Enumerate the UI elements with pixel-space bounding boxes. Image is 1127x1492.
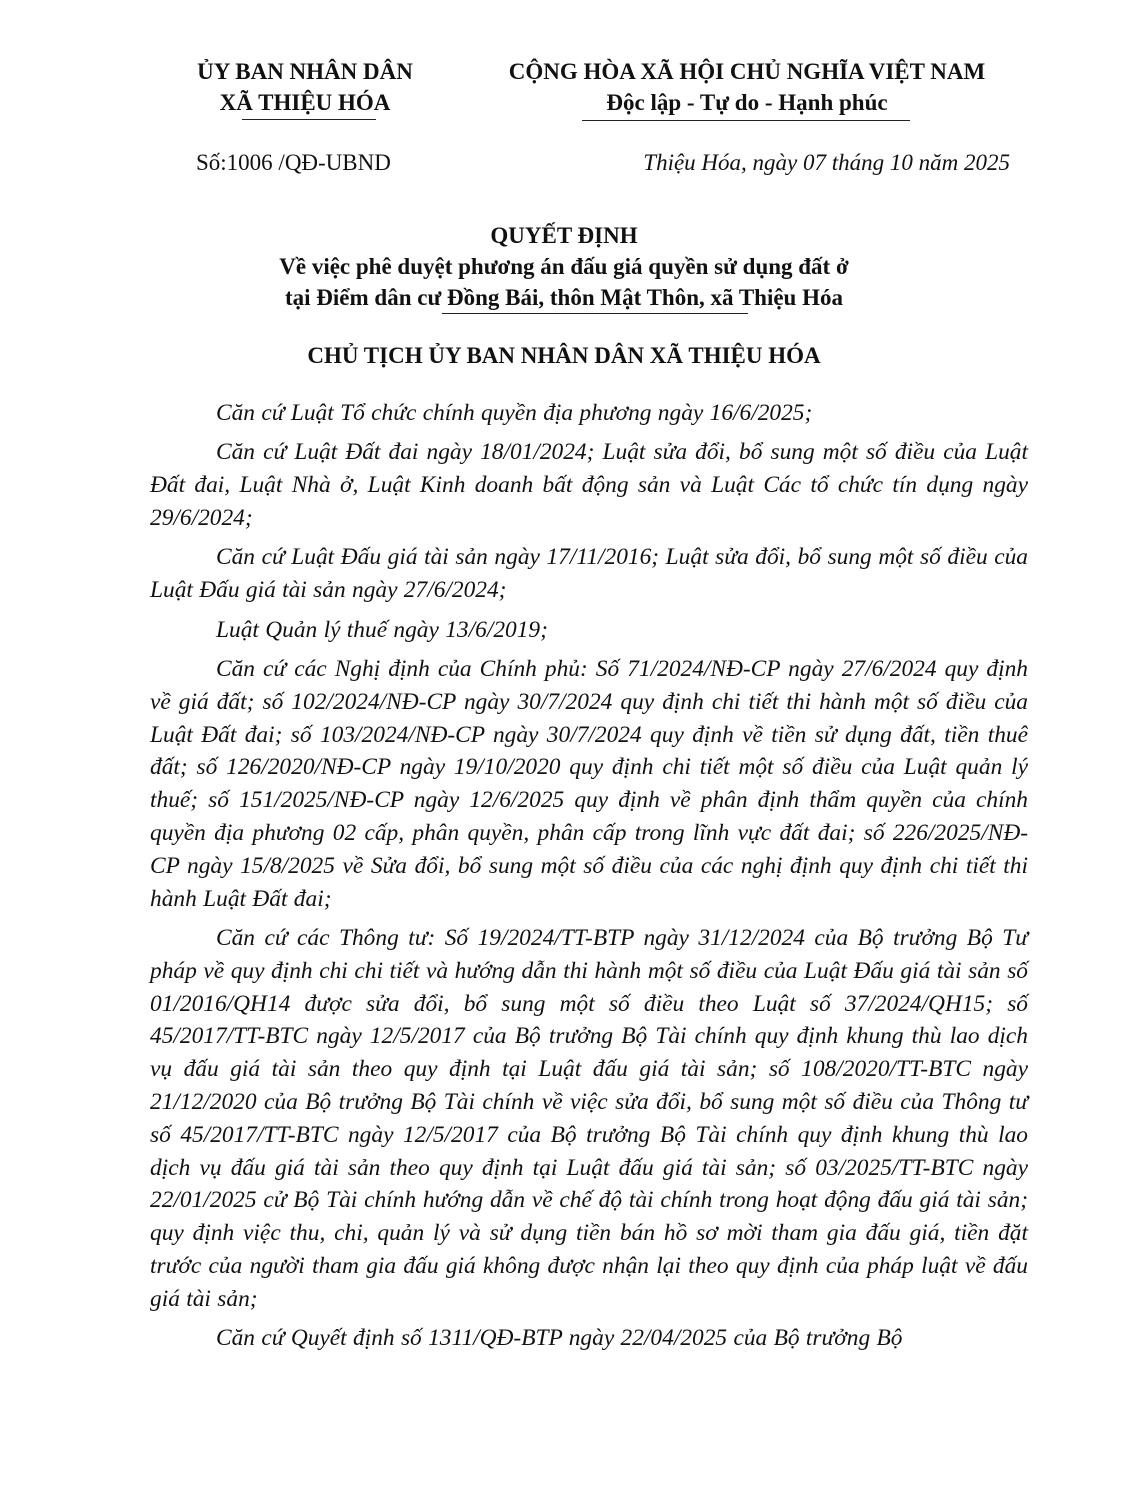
legal-basis-paragraph: Căn cứ các Nghị định của Chính phủ: Số 71/2024/NĐ-CP ngày 27/6/2024 quy định về giá đất; số 102/2024/NĐ-CP ngày 30/7/2024 quy định chi tiết thi hành một số điều của Luật Đất đai; số 103/2024/NĐ-CP ngày 30/7/2024 quy định về tiền sử dụng đất, tiền thuê đất; số 126/2020/NĐ-CP ngày 19/10/2020 quy định chi tiết một số điều của Luật quản lý thuế; số 151/2025/NĐ-CP ngày 12/6/2025 quy định về phân định thẩm quyền của chính quyền địa phương 02 cấp, phân quyền, phân cấp trong lĩnh vực đất đai; số 226/2025/NĐ-CP ngày 15/8/2025 về Sửa đổi, bổ sung một số điều của các nghị định quy định chi tiết thi hành Luật Đất đai; <box>150 655 1028 912</box>
decision-subject-line-2: tại Điểm dân cư Đồng Bái, thôn Mật Thôn, xã Thiệu Hóa <box>284 285 843 310</box>
legal-basis-paragraph: Căn cứ Luật Đất đai ngày 18/01/2024; Luật sửa đổi, bổ sung một số điều của Luật Đất đai, Luật Nhà ở, Luật Kinh doanh bất động sản và Luật Các tổ chức tín dụng ngày 29/6/2024; <box>150 439 1028 531</box>
motto-underline <box>582 120 910 121</box>
legal-basis-paragraph: Căn cứ Luật Tổ chức chính quyền địa phương ngày 16/6/2025; <box>216 400 813 426</box>
decision-subject-line-1: Về việc phê duyệt phương án đấu giá quyền sử dụng đất ở <box>279 254 849 279</box>
legal-basis-paragraph: Luật Quản lý thuế ngày 13/6/2019; <box>216 616 548 643</box>
legal-basis-paragraph: Căn cứ Quyết định số 1311/QĐ-BTP ngày 22/04/2025 của Bộ trưởng Bộ <box>216 1325 903 1352</box>
agency-underline <box>242 119 376 120</box>
national-motto-header <box>462 56 1032 118</box>
legal-bases <box>150 397 1028 1355</box>
document-number: Số:1006 /QĐ-UBND <box>196 150 391 175</box>
subject-underline <box>442 313 748 314</box>
decision-title-block <box>100 220 1028 313</box>
national-motto: Độc lập - Tự do - Hạnh phúc <box>606 90 888 115</box>
decision-title: QUYẾT ĐỊNH <box>490 223 638 248</box>
nation-name: CỘNG HÒA XÃ HỘI CHỦ NGHĨA VIỆT NAM <box>508 59 986 84</box>
agency-line-2: XÃ THIỆU HÓA <box>219 90 391 115</box>
issuer-heading: CHỦ TỊCH ỦY BAN NHÂN DÂN XÃ THIỆU HÓA <box>307 343 821 368</box>
issuing-agency-header <box>150 56 460 118</box>
agency-line-1: ỦY BAN NHÂN DÂN <box>197 59 413 84</box>
legal-basis-paragraph: Căn cứ Luật Đấu giá tài sản ngày 17/11/2016; Luật sửa đổi, bổ sung một số điều của Luật Đấu giá tài sản ngày 27/6/2024; <box>150 544 1028 604</box>
legal-basis-paragraph: Căn cứ các Thông tư: Số 19/2024/TT-BTP ngày 31/12/2024 của Bộ trưởng Bộ Tư pháp về quy định chi chi tiết và hướng dẫn thi hành một số điều của Luật Đấu giá tài sản số 01/2016/QH14 được sửa đổi, bổ sung một số điều theo Luật số 37/2024/QH15; số 45/2017/TT-BTC ngày 12/5/2017 của Bộ trưởng Bộ Tài chính quy định khung thù lao dịch vụ đấu giá tài sản theo quy định tại Luật đấu giá tài sản; số 108/2020/TT-BTC ngày 21/12/2020 của Bộ trưởng Bộ Tài chính về việc sửa đổi, bổ sung một số điều của Thông tư số 45/2017/TT-BTC ngày 12/5/2017 của Bộ trưởng Bộ Tài chính quy định khung thù lao dịch vụ đấu giá tài sản theo quy định tại Luật đấu giá tài sản; số 03/2025/TT-BTC ngày 22/01/2025 cử Bộ Tài chính hướng dẫn về chế độ tài chính trong hoạt động đấu giá tài sản; quy định việc thu, chi, quản lý và sử dụng tiền bán hồ sơ mời tham gia đấu giá, tiền đặt trước của người tham gia đấu giá không được nhận lại theo quy định của pháp luật về đấu giá tài sản; <box>150 924 1028 1312</box>
document-date: Thiệu Hóa, ngày 07 tháng 10 năm 2025 <box>643 150 1010 175</box>
